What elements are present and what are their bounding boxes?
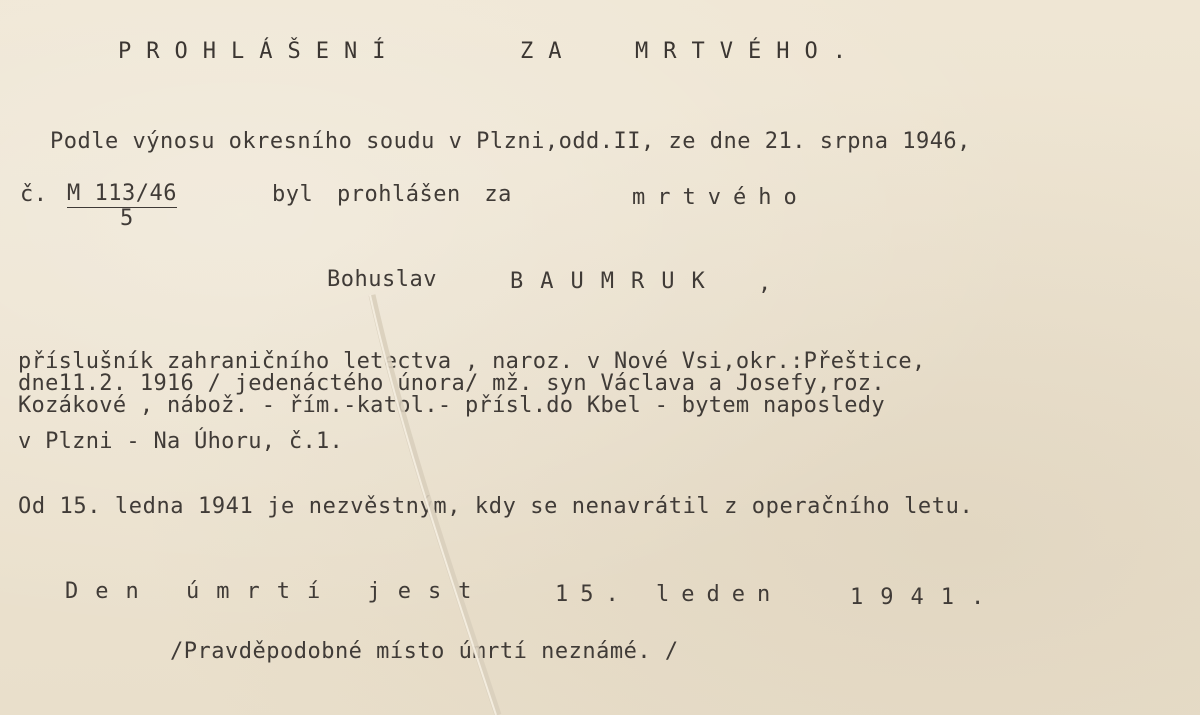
details-line-1: příslušník zahraničního letectva , naroz. v Nové Vsi,okr.:Přeštice, (18, 349, 926, 374)
document-title-word-2: ZA (520, 39, 577, 64)
details-line-4: v Plzni - Na Úhoru, č.1. (18, 429, 344, 454)
decree-line: Podle výnosu okresního soudu v Plzni,odd.II, ze dne 21. srpna 1946, (50, 129, 971, 154)
first-name: Bohuslav (327, 267, 437, 292)
reference-prefix: č. (20, 182, 48, 207)
declared-text: byl prohlášen za (272, 182, 512, 207)
declared-word: mrtvého (632, 185, 809, 210)
details-line-3: Kozákové , nábož. - řím.-katol.- přísl.do Kbel - bytem naposledy (18, 393, 885, 418)
reference-number: M 113/46 (67, 181, 177, 206)
surname: BAUMRUK (510, 269, 722, 294)
death-year: 1941. (850, 585, 1002, 610)
surname-comma: , (758, 271, 772, 296)
details-line-2: dne11.2. 1916 / jedenáctého února/ mž. syn Václava a Josefy,roz. (18, 371, 885, 396)
document-title-word-1: PROHLÁŠENÍ (118, 39, 401, 64)
document-title-word-3: MRTVÉHO. (635, 39, 861, 64)
death-label: Den úmrtí jest (65, 579, 489, 604)
death-day: 15. leden (555, 582, 783, 607)
missing-line: Od 15. ledna 1941 je nezvěstným, kdy se nenavrátil z operačního letu. (18, 494, 974, 519)
reference-denominator: 5 (120, 206, 134, 231)
place-note: /Pravděpodobné místo úmrtí neznámé. / (170, 639, 679, 664)
